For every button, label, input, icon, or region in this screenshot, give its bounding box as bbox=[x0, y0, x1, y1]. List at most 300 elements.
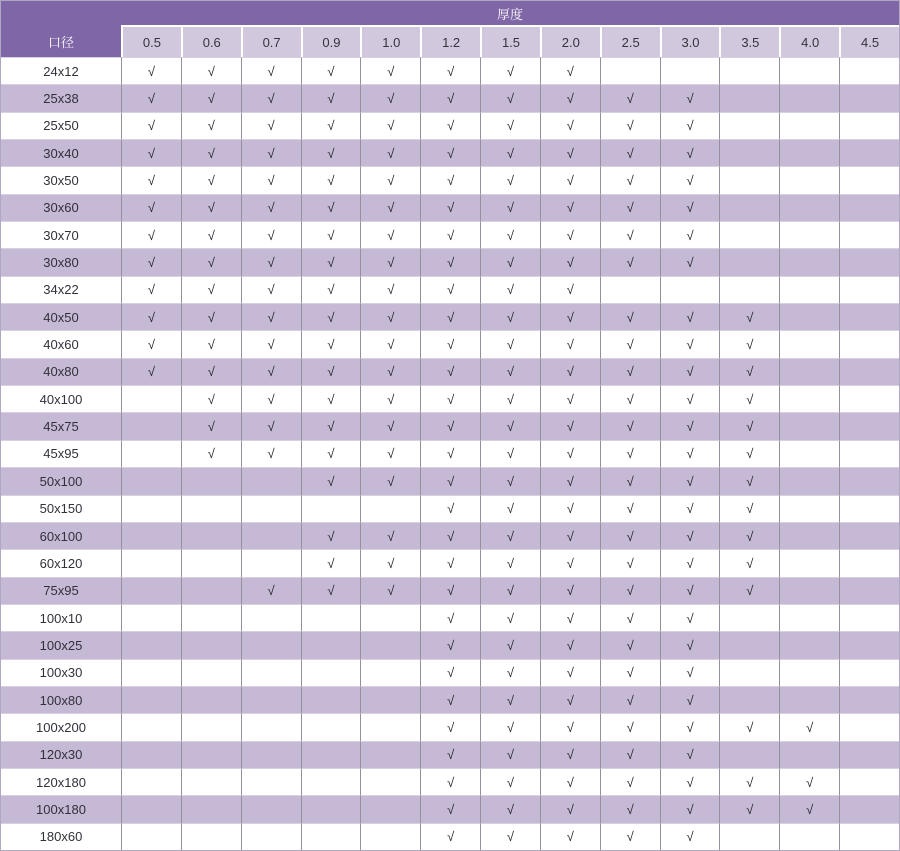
check-cell: √ bbox=[121, 139, 181, 166]
check-cell: √ bbox=[241, 84, 301, 111]
check-cell: √ bbox=[540, 84, 600, 111]
check-cell: √ bbox=[600, 358, 660, 385]
check-cell: √ bbox=[181, 84, 241, 111]
table-row-30x50 bbox=[1, 166, 899, 193]
check-cell: √ bbox=[420, 112, 480, 139]
empty-cell bbox=[839, 139, 899, 166]
table-row-40x100 bbox=[1, 385, 899, 412]
empty-cell bbox=[181, 713, 241, 740]
empty-cell bbox=[779, 495, 839, 522]
check-cell: √ bbox=[660, 522, 720, 549]
check-cell: √ bbox=[719, 577, 779, 604]
table-row-50x150 bbox=[1, 495, 899, 522]
check-cell: √ bbox=[540, 358, 600, 385]
empty-cell bbox=[779, 577, 839, 604]
check-cell: √ bbox=[540, 604, 600, 631]
check-cell: √ bbox=[660, 659, 720, 686]
empty-cell bbox=[779, 221, 839, 248]
table-row-60x120 bbox=[1, 549, 899, 576]
empty-cell bbox=[360, 686, 420, 713]
check-cell: √ bbox=[301, 330, 361, 357]
caliber-cell: 30x80 bbox=[1, 248, 121, 275]
check-cell: √ bbox=[480, 358, 540, 385]
check-cell: √ bbox=[600, 112, 660, 139]
empty-cell bbox=[839, 495, 899, 522]
check-cell: √ bbox=[540, 795, 600, 822]
check-cell: √ bbox=[480, 768, 540, 795]
check-cell: √ bbox=[540, 440, 600, 467]
check-cell: √ bbox=[480, 741, 540, 768]
table-row-25x50 bbox=[1, 112, 899, 139]
empty-cell bbox=[779, 823, 839, 850]
table-row-40x60 bbox=[1, 330, 899, 357]
check-cell: √ bbox=[600, 330, 660, 357]
check-cell: √ bbox=[301, 412, 361, 439]
empty-cell bbox=[839, 795, 899, 822]
check-cell: √ bbox=[660, 412, 720, 439]
check-cell: √ bbox=[420, 823, 480, 850]
check-cell: √ bbox=[540, 495, 600, 522]
empty-cell bbox=[241, 741, 301, 768]
check-cell: √ bbox=[301, 166, 361, 193]
check-cell: √ bbox=[480, 303, 540, 330]
empty-cell bbox=[121, 768, 181, 795]
thickness-col-header-0.7: 0.7 bbox=[241, 25, 301, 57]
empty-cell bbox=[301, 686, 361, 713]
caliber-cell: 100x30 bbox=[1, 659, 121, 686]
check-cell: √ bbox=[540, 139, 600, 166]
empty-cell bbox=[360, 768, 420, 795]
empty-cell bbox=[301, 659, 361, 686]
empty-cell bbox=[181, 604, 241, 631]
check-cell: √ bbox=[540, 112, 600, 139]
empty-cell bbox=[121, 467, 181, 494]
check-cell: √ bbox=[540, 412, 600, 439]
check-cell: √ bbox=[480, 495, 540, 522]
table-row-24x12 bbox=[1, 57, 899, 84]
empty-cell bbox=[719, 194, 779, 221]
thickness-col-header-0.6: 0.6 bbox=[181, 25, 241, 57]
empty-cell bbox=[719, 221, 779, 248]
check-cell: √ bbox=[660, 84, 720, 111]
check-cell: √ bbox=[420, 604, 480, 631]
check-cell: √ bbox=[600, 84, 660, 111]
empty-cell bbox=[779, 276, 839, 303]
check-cell: √ bbox=[660, 194, 720, 221]
check-cell: √ bbox=[301, 577, 361, 604]
check-cell: √ bbox=[420, 57, 480, 84]
caliber-cell: 24x12 bbox=[1, 57, 121, 84]
check-cell: √ bbox=[719, 440, 779, 467]
check-cell: √ bbox=[660, 112, 720, 139]
caliber-cell: 100x10 bbox=[1, 604, 121, 631]
check-cell: √ bbox=[480, 549, 540, 576]
check-cell: √ bbox=[660, 795, 720, 822]
check-cell: √ bbox=[420, 549, 480, 576]
empty-cell bbox=[241, 495, 301, 522]
check-cell: √ bbox=[719, 795, 779, 822]
check-cell: √ bbox=[719, 358, 779, 385]
check-cell: √ bbox=[360, 166, 420, 193]
check-cell: √ bbox=[540, 713, 600, 740]
check-cell: √ bbox=[301, 522, 361, 549]
check-cell: √ bbox=[241, 248, 301, 275]
check-cell: √ bbox=[600, 303, 660, 330]
empty-cell bbox=[301, 631, 361, 658]
empty-cell bbox=[121, 495, 181, 522]
table-row-45x75 bbox=[1, 412, 899, 439]
empty-cell bbox=[779, 440, 839, 467]
check-cell: √ bbox=[301, 358, 361, 385]
table-row-50x100 bbox=[1, 467, 899, 494]
check-cell: √ bbox=[540, 741, 600, 768]
empty-cell bbox=[839, 385, 899, 412]
check-cell: √ bbox=[241, 440, 301, 467]
check-cell: √ bbox=[241, 303, 301, 330]
check-cell: √ bbox=[121, 221, 181, 248]
caliber-cell: 100x200 bbox=[1, 713, 121, 740]
check-cell: √ bbox=[360, 112, 420, 139]
check-cell: √ bbox=[181, 194, 241, 221]
check-cell: √ bbox=[540, 276, 600, 303]
empty-cell bbox=[181, 631, 241, 658]
empty-cell bbox=[779, 166, 839, 193]
check-cell: √ bbox=[600, 577, 660, 604]
check-cell: √ bbox=[360, 248, 420, 275]
caliber-cell: 40x60 bbox=[1, 330, 121, 357]
caliber-cell: 34x22 bbox=[1, 276, 121, 303]
check-cell: √ bbox=[480, 823, 540, 850]
table-row-100x200 bbox=[1, 713, 899, 740]
check-cell: √ bbox=[420, 358, 480, 385]
check-cell: √ bbox=[241, 276, 301, 303]
check-cell: √ bbox=[480, 467, 540, 494]
check-cell: √ bbox=[301, 57, 361, 84]
caliber-cell: 180x60 bbox=[1, 823, 121, 850]
check-cell: √ bbox=[360, 412, 420, 439]
empty-cell bbox=[839, 823, 899, 850]
check-cell: √ bbox=[719, 303, 779, 330]
check-cell: √ bbox=[301, 194, 361, 221]
empty-cell bbox=[839, 768, 899, 795]
check-cell: √ bbox=[420, 686, 480, 713]
check-cell: √ bbox=[360, 84, 420, 111]
check-cell: √ bbox=[660, 577, 720, 604]
caliber-cell: 75x95 bbox=[1, 577, 121, 604]
empty-cell bbox=[719, 823, 779, 850]
caliber-cell: 120x30 bbox=[1, 741, 121, 768]
thickness-col-header-3.5: 3.5 bbox=[719, 25, 779, 57]
check-cell: √ bbox=[420, 795, 480, 822]
caliber-cell: 30x70 bbox=[1, 221, 121, 248]
check-cell: √ bbox=[600, 440, 660, 467]
thickness-col-header-1.0: 1.0 bbox=[360, 25, 420, 57]
check-cell: √ bbox=[301, 549, 361, 576]
check-cell: √ bbox=[779, 713, 839, 740]
check-cell: √ bbox=[540, 385, 600, 412]
check-cell: √ bbox=[420, 276, 480, 303]
check-cell: √ bbox=[660, 303, 720, 330]
thickness-col-header-3.0: 3.0 bbox=[660, 25, 720, 57]
check-cell: √ bbox=[241, 412, 301, 439]
empty-cell bbox=[121, 522, 181, 549]
check-cell: √ bbox=[480, 57, 540, 84]
check-cell: √ bbox=[420, 768, 480, 795]
check-cell: √ bbox=[480, 166, 540, 193]
check-cell: √ bbox=[660, 358, 720, 385]
check-cell: √ bbox=[480, 659, 540, 686]
empty-cell bbox=[241, 549, 301, 576]
empty-cell bbox=[779, 631, 839, 658]
empty-cell bbox=[241, 631, 301, 658]
empty-cell bbox=[779, 467, 839, 494]
empty-cell bbox=[181, 467, 241, 494]
empty-cell bbox=[241, 604, 301, 631]
check-cell: √ bbox=[121, 330, 181, 357]
check-cell: √ bbox=[241, 221, 301, 248]
table-row-40x80 bbox=[1, 358, 899, 385]
check-cell: √ bbox=[660, 823, 720, 850]
check-cell: √ bbox=[480, 330, 540, 357]
check-cell: √ bbox=[420, 412, 480, 439]
check-cell: √ bbox=[480, 686, 540, 713]
caliber-cell: 45x75 bbox=[1, 412, 121, 439]
check-cell: √ bbox=[660, 741, 720, 768]
check-cell: √ bbox=[660, 631, 720, 658]
table-row-100x80 bbox=[1, 686, 899, 713]
check-cell: √ bbox=[241, 166, 301, 193]
check-cell: √ bbox=[420, 440, 480, 467]
check-cell: √ bbox=[600, 166, 660, 193]
empty-cell bbox=[121, 795, 181, 822]
check-cell: √ bbox=[360, 549, 420, 576]
check-cell: √ bbox=[420, 495, 480, 522]
empty-cell bbox=[181, 768, 241, 795]
empty-cell bbox=[301, 768, 361, 795]
check-cell: √ bbox=[360, 358, 420, 385]
check-cell: √ bbox=[600, 385, 660, 412]
check-cell: √ bbox=[719, 522, 779, 549]
empty-cell bbox=[121, 577, 181, 604]
check-cell: √ bbox=[719, 467, 779, 494]
caliber-cell: 40x50 bbox=[1, 303, 121, 330]
check-cell: √ bbox=[779, 795, 839, 822]
table-row-45x95 bbox=[1, 440, 899, 467]
check-cell: √ bbox=[660, 385, 720, 412]
empty-cell bbox=[839, 713, 899, 740]
empty-cell bbox=[181, 795, 241, 822]
check-cell: √ bbox=[660, 713, 720, 740]
check-cell: √ bbox=[480, 84, 540, 111]
empty-cell bbox=[839, 330, 899, 357]
check-cell: √ bbox=[600, 741, 660, 768]
check-cell: √ bbox=[600, 139, 660, 166]
empty-cell bbox=[301, 741, 361, 768]
empty-cell bbox=[121, 385, 181, 412]
check-cell: √ bbox=[181, 57, 241, 84]
check-cell: √ bbox=[480, 412, 540, 439]
caliber-cell: 25x50 bbox=[1, 112, 121, 139]
check-cell: √ bbox=[480, 440, 540, 467]
check-cell: √ bbox=[360, 139, 420, 166]
empty-cell bbox=[719, 166, 779, 193]
empty-cell bbox=[839, 467, 899, 494]
check-cell: √ bbox=[181, 303, 241, 330]
thickness-col-header-4.5: 4.5 bbox=[839, 25, 899, 57]
empty-cell bbox=[839, 659, 899, 686]
empty-cell bbox=[779, 139, 839, 166]
check-cell: √ bbox=[420, 577, 480, 604]
check-cell: √ bbox=[480, 194, 540, 221]
thickness-col-header-0.9: 0.9 bbox=[301, 25, 361, 57]
check-cell: √ bbox=[241, 330, 301, 357]
empty-cell bbox=[839, 412, 899, 439]
check-cell: √ bbox=[540, 823, 600, 850]
check-cell: √ bbox=[600, 795, 660, 822]
check-cell: √ bbox=[660, 139, 720, 166]
empty-cell bbox=[779, 248, 839, 275]
check-cell: √ bbox=[660, 330, 720, 357]
check-cell: √ bbox=[719, 412, 779, 439]
check-cell: √ bbox=[540, 330, 600, 357]
caliber-cell: 50x100 bbox=[1, 467, 121, 494]
table-row-100x25 bbox=[1, 631, 899, 658]
check-cell: √ bbox=[660, 495, 720, 522]
check-cell: √ bbox=[121, 276, 181, 303]
banner-row bbox=[1, 1, 899, 25]
empty-cell bbox=[839, 194, 899, 221]
empty-cell bbox=[241, 467, 301, 494]
check-cell: √ bbox=[301, 467, 361, 494]
empty-cell bbox=[719, 139, 779, 166]
thickness-banner-label: 厚度 bbox=[121, 1, 899, 25]
empty-cell bbox=[779, 112, 839, 139]
table-row-30x80 bbox=[1, 248, 899, 275]
check-cell: √ bbox=[540, 577, 600, 604]
empty-cell bbox=[360, 741, 420, 768]
empty-cell bbox=[301, 604, 361, 631]
check-cell: √ bbox=[540, 57, 600, 84]
check-cell: √ bbox=[719, 385, 779, 412]
empty-cell bbox=[181, 577, 241, 604]
check-cell: √ bbox=[181, 276, 241, 303]
column-header-row bbox=[1, 25, 899, 57]
empty-cell bbox=[301, 795, 361, 822]
check-cell: √ bbox=[420, 522, 480, 549]
check-cell: √ bbox=[181, 112, 241, 139]
check-cell: √ bbox=[360, 440, 420, 467]
empty-cell bbox=[241, 823, 301, 850]
check-cell: √ bbox=[600, 604, 660, 631]
check-cell: √ bbox=[540, 522, 600, 549]
check-cell: √ bbox=[181, 330, 241, 357]
check-cell: √ bbox=[600, 522, 660, 549]
check-cell: √ bbox=[420, 385, 480, 412]
check-cell: √ bbox=[360, 276, 420, 303]
check-cell: √ bbox=[719, 768, 779, 795]
check-cell: √ bbox=[540, 768, 600, 795]
check-cell: √ bbox=[420, 303, 480, 330]
empty-cell bbox=[719, 686, 779, 713]
corner-cell bbox=[1, 1, 121, 25]
check-cell: √ bbox=[420, 467, 480, 494]
empty-cell bbox=[779, 604, 839, 631]
empty-cell bbox=[839, 84, 899, 111]
caliber-cell: 60x100 bbox=[1, 522, 121, 549]
check-cell: √ bbox=[301, 248, 361, 275]
empty-cell bbox=[360, 604, 420, 631]
empty-cell bbox=[719, 112, 779, 139]
check-cell: √ bbox=[181, 221, 241, 248]
check-cell: √ bbox=[600, 768, 660, 795]
empty-cell bbox=[360, 631, 420, 658]
check-cell: √ bbox=[540, 631, 600, 658]
empty-cell bbox=[719, 248, 779, 275]
table-row-60x100 bbox=[1, 522, 899, 549]
caliber-cell: 25x38 bbox=[1, 84, 121, 111]
check-cell: √ bbox=[719, 495, 779, 522]
empty-cell bbox=[660, 57, 720, 84]
check-cell: √ bbox=[241, 57, 301, 84]
empty-cell bbox=[779, 741, 839, 768]
check-cell: √ bbox=[719, 330, 779, 357]
check-cell: √ bbox=[181, 166, 241, 193]
check-cell: √ bbox=[181, 385, 241, 412]
check-cell: √ bbox=[121, 248, 181, 275]
check-cell: √ bbox=[241, 385, 301, 412]
empty-cell bbox=[779, 358, 839, 385]
empty-cell bbox=[839, 522, 899, 549]
check-cell: √ bbox=[600, 686, 660, 713]
empty-cell bbox=[360, 713, 420, 740]
caliber-cell: 100x80 bbox=[1, 686, 121, 713]
check-cell: √ bbox=[660, 686, 720, 713]
check-cell: √ bbox=[121, 84, 181, 111]
table-body bbox=[1, 57, 899, 850]
check-cell: √ bbox=[480, 713, 540, 740]
caliber-header-label: 口径 bbox=[1, 25, 121, 57]
check-cell: √ bbox=[181, 412, 241, 439]
check-cell: √ bbox=[301, 112, 361, 139]
check-cell: √ bbox=[360, 57, 420, 84]
thickness-col-header-0.5: 0.5 bbox=[121, 25, 181, 57]
empty-cell bbox=[779, 686, 839, 713]
empty-cell bbox=[779, 84, 839, 111]
check-cell: √ bbox=[480, 276, 540, 303]
empty-cell bbox=[360, 495, 420, 522]
check-cell: √ bbox=[480, 139, 540, 166]
table-row-34x22 bbox=[1, 276, 899, 303]
empty-cell bbox=[121, 412, 181, 439]
check-cell: √ bbox=[420, 659, 480, 686]
check-cell: √ bbox=[301, 440, 361, 467]
check-cell: √ bbox=[121, 194, 181, 221]
check-cell: √ bbox=[241, 139, 301, 166]
empty-cell bbox=[779, 659, 839, 686]
empty-cell bbox=[301, 823, 361, 850]
empty-cell bbox=[181, 686, 241, 713]
check-cell: √ bbox=[600, 412, 660, 439]
check-cell: √ bbox=[540, 659, 600, 686]
check-cell: √ bbox=[540, 467, 600, 494]
check-cell: √ bbox=[600, 631, 660, 658]
check-cell: √ bbox=[420, 194, 480, 221]
table-row-40x50 bbox=[1, 303, 899, 330]
check-cell: √ bbox=[360, 194, 420, 221]
empty-cell bbox=[600, 276, 660, 303]
check-cell: √ bbox=[600, 221, 660, 248]
check-cell: √ bbox=[420, 166, 480, 193]
